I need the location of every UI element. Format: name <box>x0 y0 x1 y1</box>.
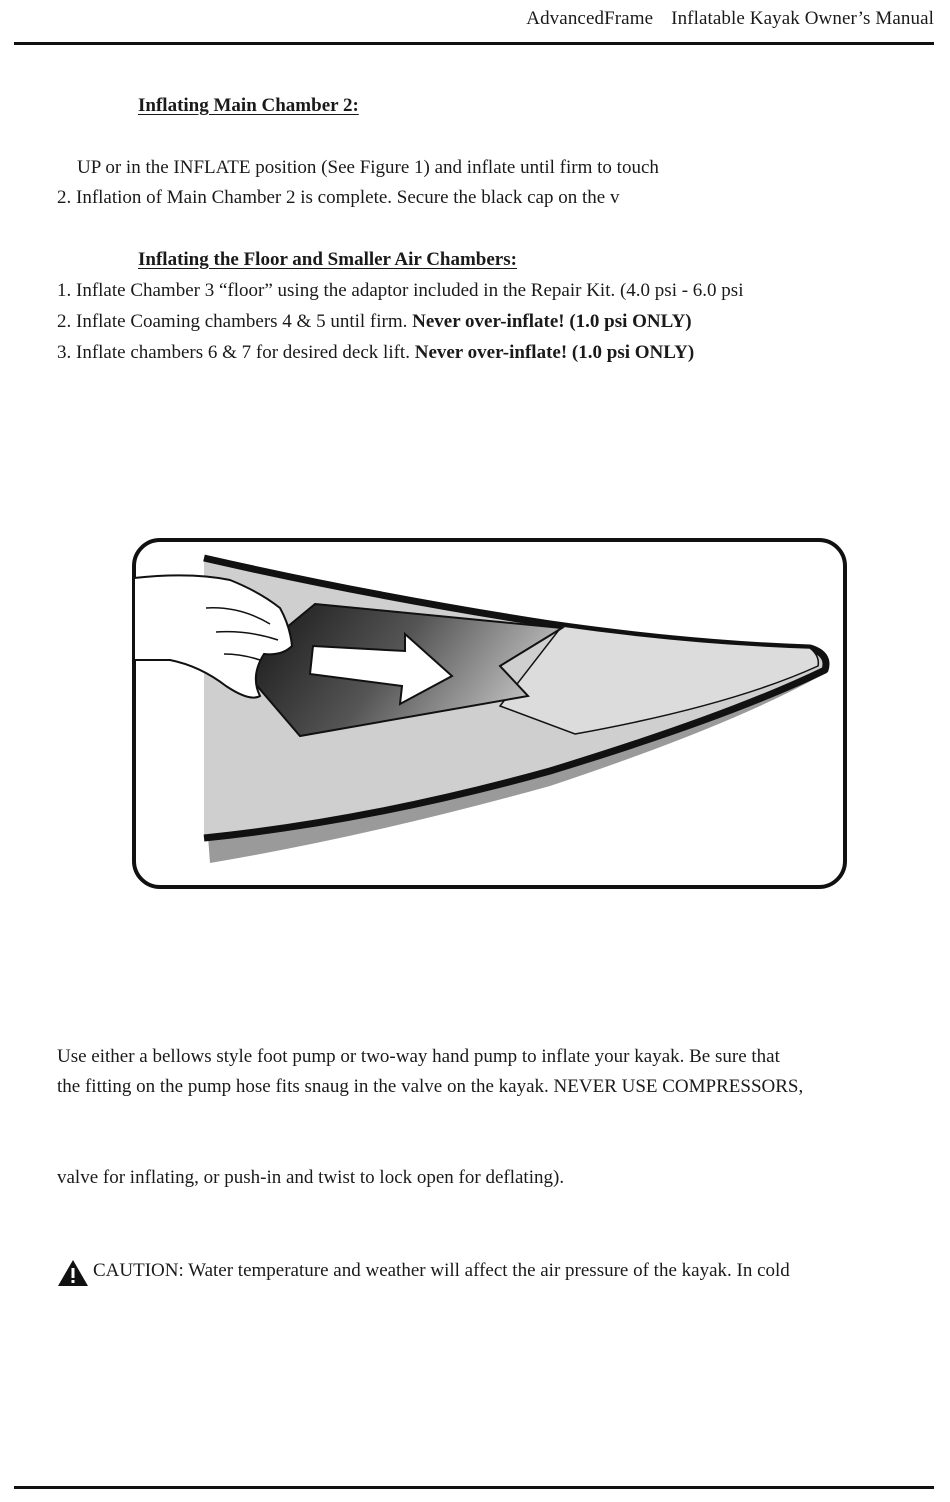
page-header <box>0 8 934 30</box>
floor-step-2 <box>57 310 692 334</box>
floor-step-1 <box>57 279 743 303</box>
floor-step-2-warning: Never over-inflate! (1.0 psi ONLY) <box>412 311 692 332</box>
main-chamber-2-line-1: UP or in the INFLATE position (See Figure 1) and inflate until firm to touch <box>77 157 659 178</box>
pump-line-3: valve for inflating, or push-in and twist to lock open for deflating). <box>57 1167 565 1188</box>
floor-step-2-text: 2. Inflate Coaming chambers 4 & 5 until firm. <box>57 311 413 332</box>
floor-chambers-heading: Inflating the Floor and Smaller Air Chambers: <box>138 249 517 270</box>
brand-name: AdvancedFrame <box>526 8 654 29</box>
main-chamber-2-line-2: 2. Inflation of Main Chamber 2 is complete. Secure the black cap on the v <box>57 187 620 208</box>
floor-step-3-text: 3. Inflate chambers 6 & 7 for desired deck lift. <box>57 342 415 363</box>
pump-line-2: the fitting on the pump hose fits snaug in the valve on the kayak. NEVER USE COMPRESSORS, <box>57 1076 804 1097</box>
kayak-deck-inflation-illustration <box>130 536 850 892</box>
main-chamber-2-heading: Inflating Main Chamber 2: <box>138 95 359 116</box>
manual-title: Inflatable Kayak Owner’s Manual <box>671 8 934 29</box>
warning-triangle-icon <box>57 1259 89 1287</box>
caution-text: CAUTION: Water temperature and weather will affect the air pressure of the kayak. In cold <box>93 1260 790 1281</box>
floor-step-1-text: 1. Inflate Chamber 3 “floor” using the adaptor included in the Repair Kit. (4.0 psi - 6.0 psi <box>57 280 744 301</box>
floor-step-3 <box>57 341 694 365</box>
floor-step-3-warning: Never over-inflate! (1.0 psi ONLY) <box>414 342 695 363</box>
header-rule <box>14 42 934 45</box>
footer-rule <box>14 1486 934 1489</box>
pump-line-1: Use either a bellows style foot pump or two-way hand pump to inflate your kayak. Be sure that <box>57 1046 780 1067</box>
